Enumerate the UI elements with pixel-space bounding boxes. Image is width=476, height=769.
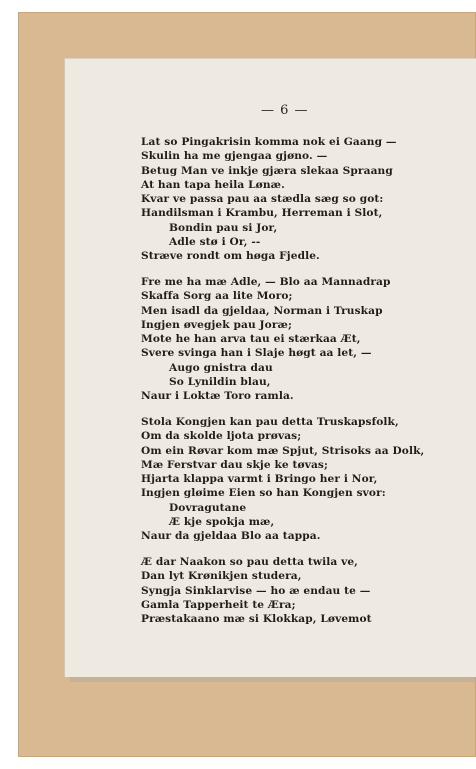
stanza-3 <box>141 415 476 544</box>
verse-line: Mote he han arva tau ei stærkaa Æt, <box>141 333 361 346</box>
verse-line: Lat so Pingakrisin komma nok ei Gaang — <box>141 136 397 148</box>
verse-line: Syngja Sinklarvise — ho æ endau te — <box>141 584 371 597</box>
verse-line: Hjarta klappa varmt i Bringo her i Nor, <box>141 473 378 486</box>
verse-line: Dan lyt Krønikjen studera, <box>141 570 302 583</box>
verse-line: Om da skolde ljota prøvas; <box>141 430 302 443</box>
verse-line: At han tapa heila Lønæ. <box>141 178 285 191</box>
verse-line: Præstakaano mæ si Klokkap, Løvemot <box>141 613 372 626</box>
stanza-2 <box>141 275 476 404</box>
verse-line-indented: Adle stø i Or, -- <box>169 236 261 249</box>
verse-line: Om ein Røvar kom mæ Spjut, Strisoks aa Dolk, <box>141 444 425 457</box>
book-page <box>64 58 476 677</box>
verse-line: Kvar ve passa pau aa stædla sæg so got: <box>141 193 384 206</box>
stanza-4 <box>141 555 476 626</box>
verse-line: Æ dar Naakon so pau detta twila ve, <box>141 556 358 568</box>
verse-line: Handilsman i Krambu, Herreman i Slot, <box>141 207 383 220</box>
verse-line: Mæ Ferstvar dau skje ke tøvas; <box>141 458 329 471</box>
verse-line: Men isadl da gjeldaa, Norman i Truskap <box>141 304 383 317</box>
page-number: — 6 — <box>261 103 309 118</box>
verse-line: Gamla Tapperheit te Æra; <box>141 598 296 611</box>
stanza-1 <box>141 135 476 264</box>
verse-line-indented: Bondin pau si Jor, <box>169 221 278 234</box>
verse-line: Naur i Loktæ Toro ramla. <box>141 390 294 403</box>
verse-line-indented: So Lynildin blau, <box>169 376 271 389</box>
verse-line: Naur da gjeldaa Blo aa tappa. <box>141 530 321 543</box>
verse-line: Fre me ha mæ Adle, — Blo aa Mannadrap <box>141 276 391 288</box>
verse-line: Betug Man ve inkje gjæra slekaa Spraang <box>141 164 393 177</box>
verse-line: Skaffa Sorg aa lite Moro; <box>141 290 293 303</box>
verse-line: Svere svinga han i Slaje høgt aa let, — <box>141 347 372 360</box>
verse-line: Skulin ha me gjengaa gjøno. — <box>141 150 328 163</box>
verse-line: Stræve rondt om høga Fjedle. <box>141 250 320 263</box>
verse-line: Stola Kongjen kan pau detta Truskapsfolk, <box>141 416 399 428</box>
verse-line-indented: Æ kje spokja mæ, <box>169 516 275 529</box>
verse-line: Ingjen øvegjek pau Joræ; <box>141 318 292 331</box>
verse-line-indented: Dovragutane <box>169 501 247 514</box>
verse-line: Ingjen gløime Eien so han Kongjen svor: <box>141 487 386 500</box>
verse-line-indented: Augo gnistra dau <box>169 361 273 374</box>
